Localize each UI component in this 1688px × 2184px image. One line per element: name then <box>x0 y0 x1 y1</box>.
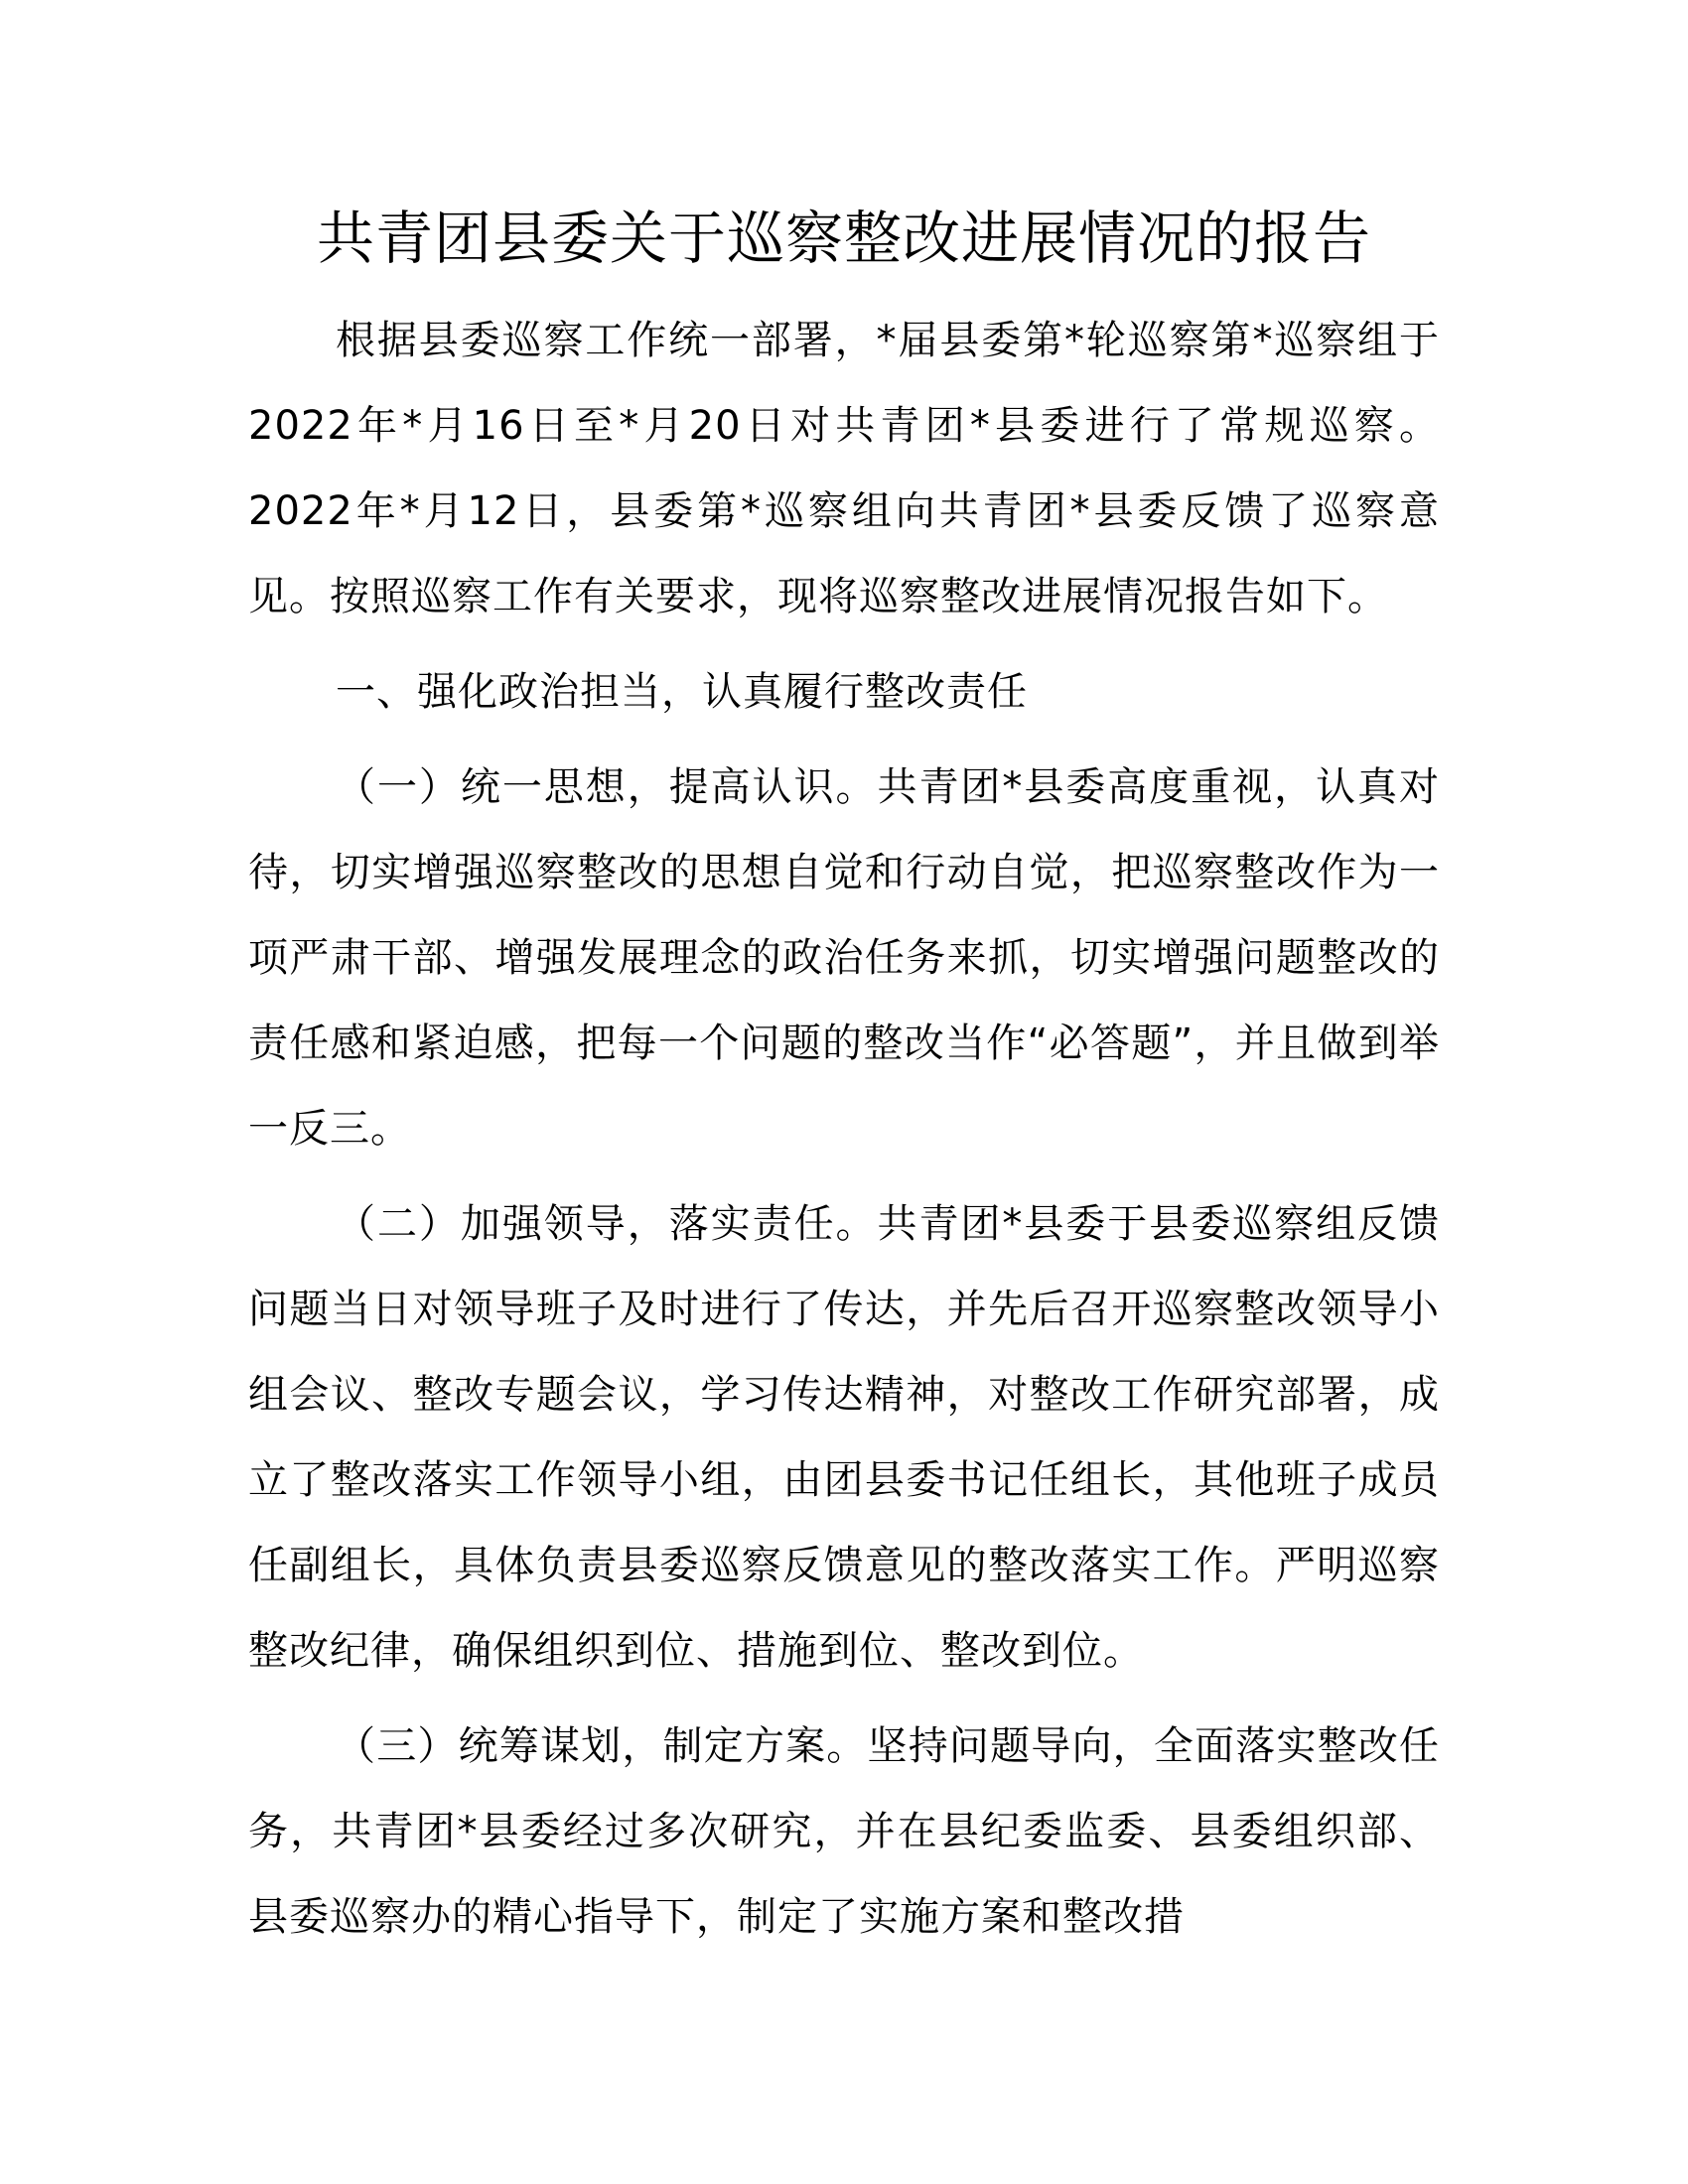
section-heading: 一、强化政治担当，认真履行整改责任 <box>336 669 1028 715</box>
document-title: 共青团县委关于巡察整改进展情况的报告 <box>316 205 1371 272</box>
paragraph-gap <box>248 639 1440 649</box>
document-body <box>248 298 1440 1960</box>
paragraph-gap <box>248 1694 1440 1704</box>
item-3-paragraph: （三）统筹谋划，制定方案。坚持问题导向，全面落实整改任务，共青团*县委经过多次研究，并在县纪委监委、县委组织部、县委巡察办的精心指导下，制定了实施方案和整改措 <box>248 1723 1440 1940</box>
item-2-paragraph: （二）加强领导，落实责任。共青团*县委于县委巡察组反馈问题当日对领导班子及时进行了传达，并先后召开巡察整改领导小组会议、整改专题会议，学习传达精神，对整改工作研究部署，成立了整改落实工作领导小组，由团县委书记任组长，其他班子成员任副组长，具体负责县委巡察反馈意见的整改落实工作。严明巡察整改纪律，确保组织到位、措施到位、整改到位。 <box>248 1201 1440 1674</box>
item-1-paragraph: （一）统一思想，提高认识。共青团*县委高度重视，认真对待，切实增强巡察整改的思想自觉和行动自觉，把巡察整改作为一项严肃干部、增强发展理念的政治任务来抓，切实增强问题整改的责任感和紧迫感，把每一个问题的整改当作“必答题”，并且做到举一反三。 <box>248 764 1440 1152</box>
intro-paragraph: 根据县委巡察工作统一部署，*届县委第*轮巡察第*巡察组于2022年*月16日至*月20日对共青团*县委进行了常规巡察。2022年*月12日，县委第*巡察组向共青团*县委反馈了巡察意见。按照巡察工作有关要求，现将巡察整改进展情况报告如下。 <box>248 318 1440 619</box>
paragraph-gap <box>248 735 1440 745</box>
paragraph-gap <box>248 1171 1440 1181</box>
